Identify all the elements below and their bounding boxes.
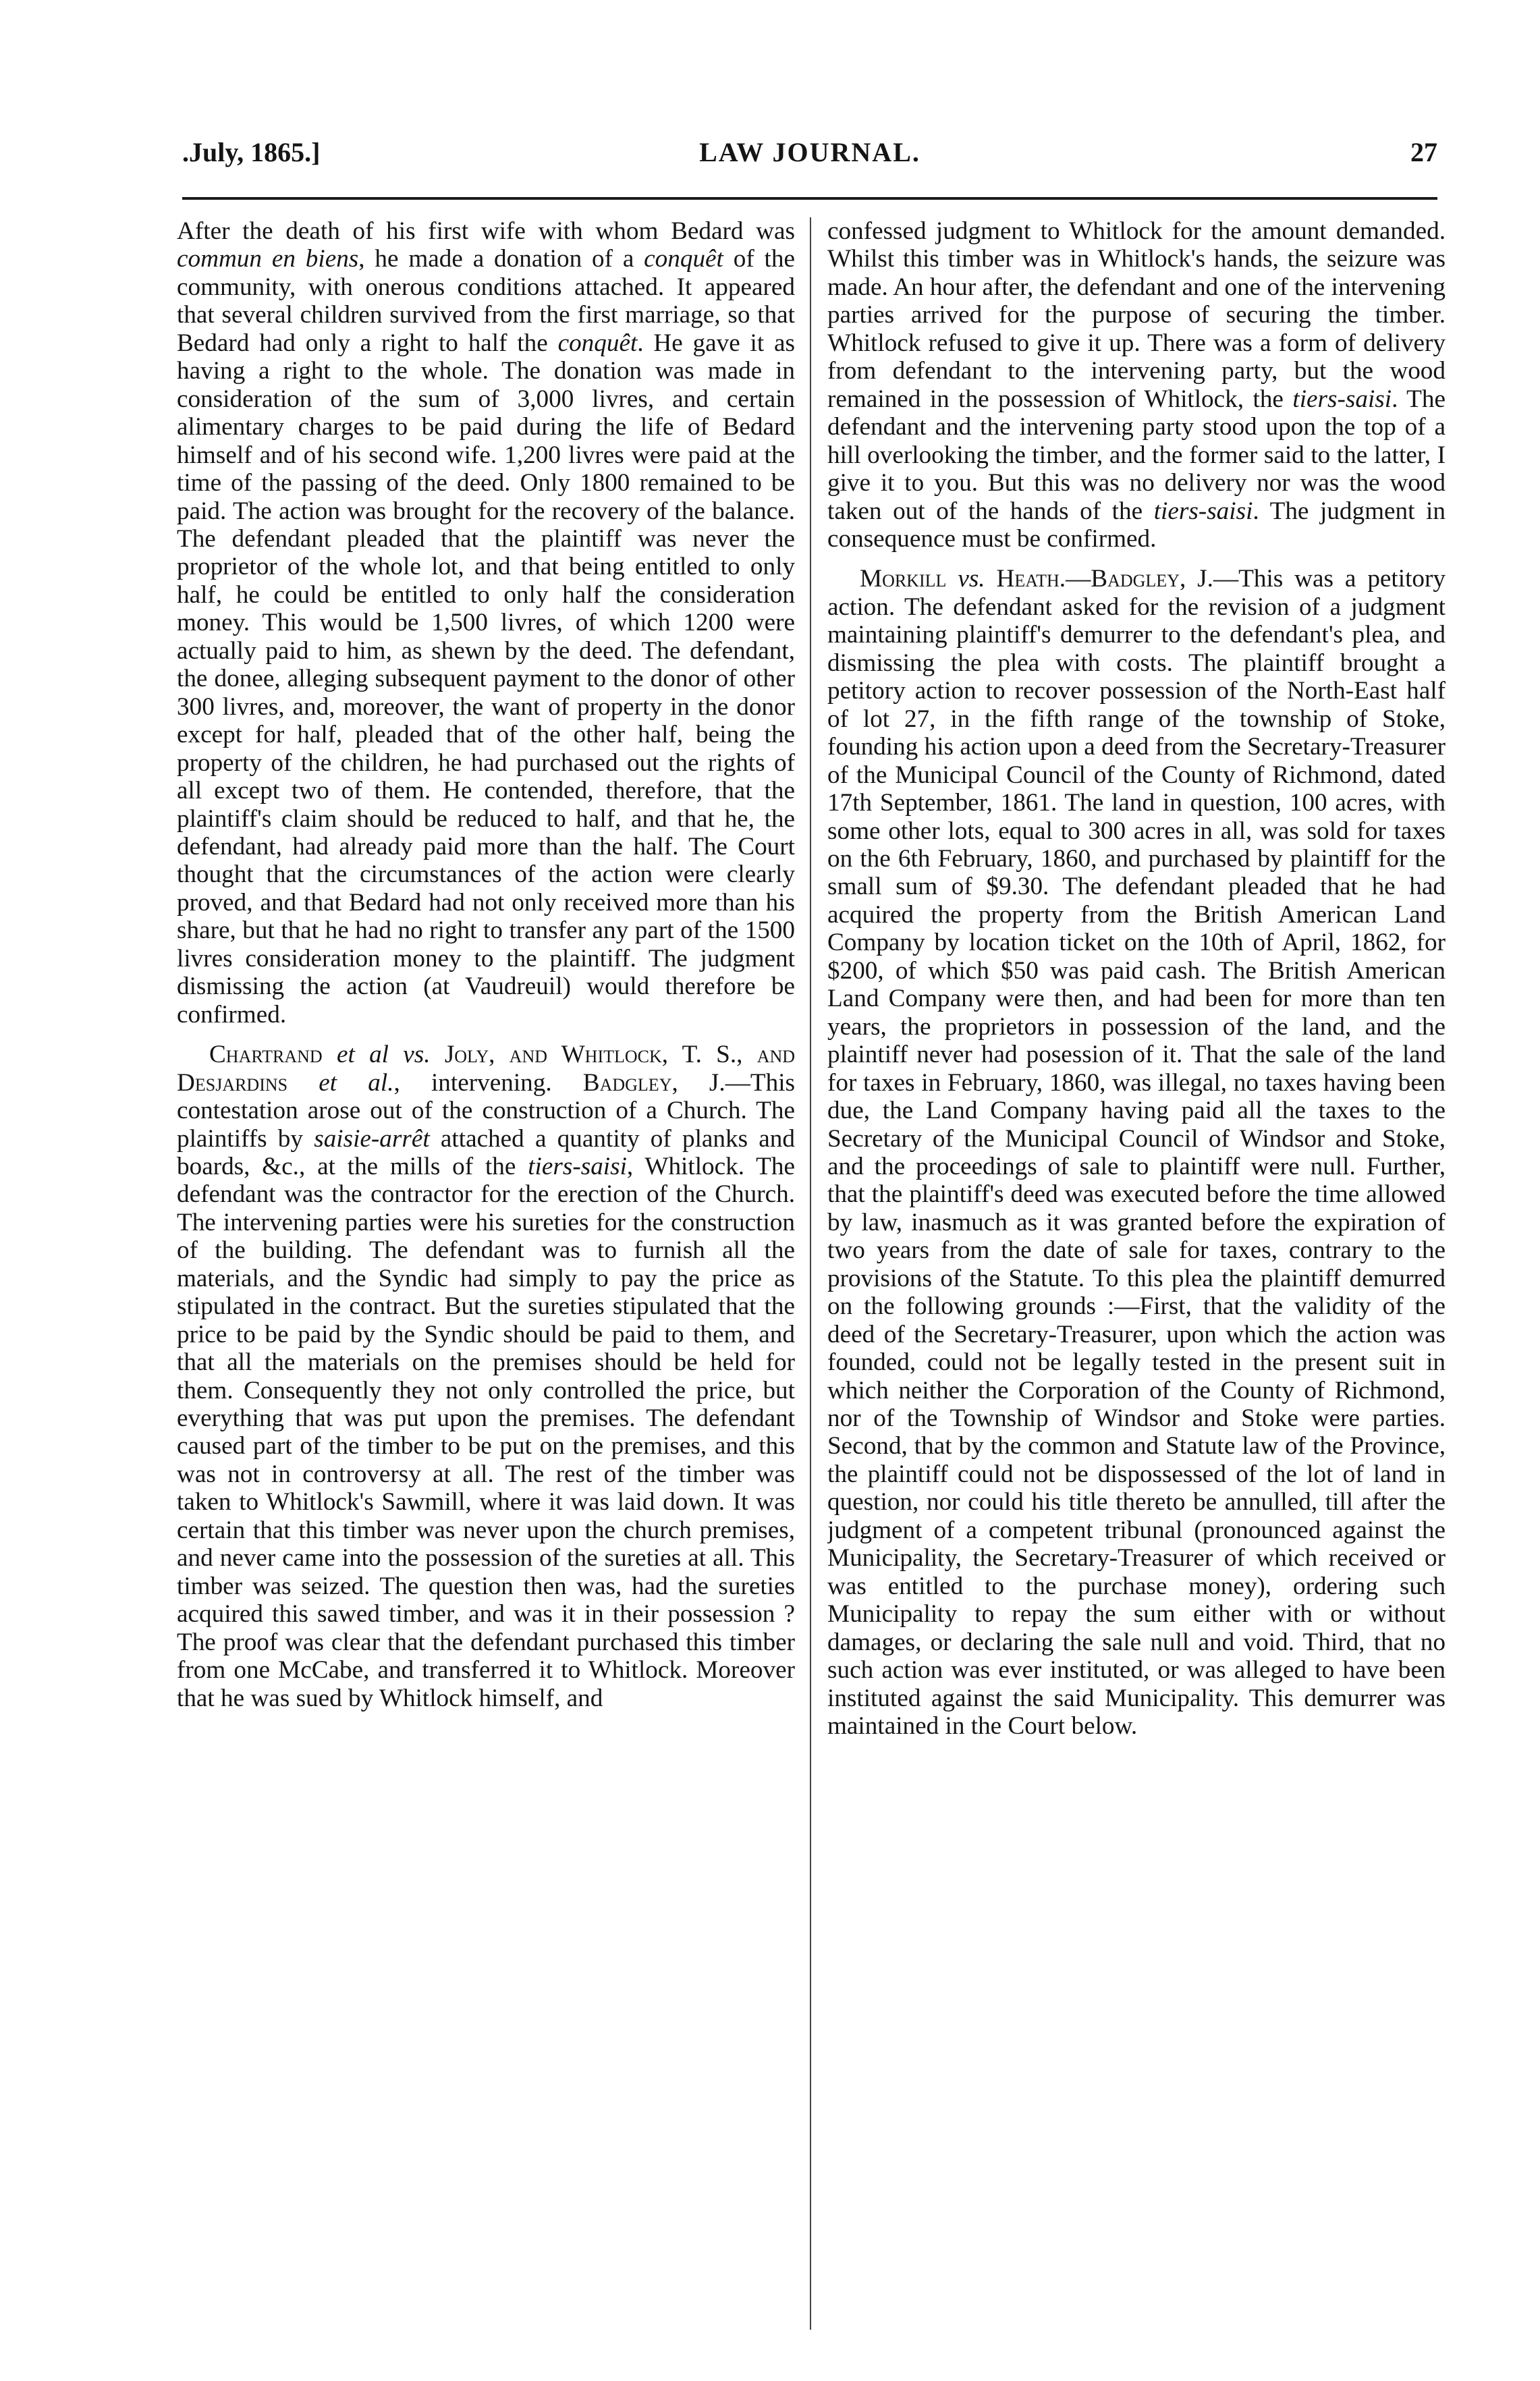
header-date: .July, 1865.]: [182, 137, 321, 167]
judge-name: Badgley, J.: [1091, 565, 1213, 593]
column-divider: [810, 217, 811, 2330]
paragraph-morkill-case: Morkill vs. Heath.—Badgley, J.—This was a petitory action. The defendant asked for the revision of a judgment maintaining plaintiff's demurrer to the defendant's plea, and dismissing the plea with costs. The plaintiff brought a petitory action to recover possession of the North-East half of lot 27, in the fifth range of the township of Stoke, founding his action upon a deed from the Secretary-Treasurer of the Municipal Council of the County of Richmond, dated 17th September, 1861. The land in question, 100 acres, with some other lots, equal to 300 acres in all, was sold for taxes on the 6th February, 1860, and purchased by plaintiff for the small sum of $9.30. The defendant pleaded that he had acquired the property from the British American Land Company by location ticket on the 10th of April, 1862, for $200, of which $50 was paid cash. The British American Land Company were then, and had been for more than ten years, the proprietors in possession of the land, and the plaintiff never had posession of it. That the sale of the land for taxes in February, 1860, was illegal, no taxes having been due, the Land Company having paid all the taxes to the Secretary of the Municipal Council of Windsor and Stoke, and the proceedings of sale to plaintiff were null. Further, that the plaintiff's deed was executed before the time allowed by law, inasmuch as it was granted before the expiration of two years from the date of sale for taxes, contrary to the provisions of the Statute. To this plea the plaintiff demurred on the following grounds :—First, that the validity of the deed of the Secretary-Treasurer, upon which the action was founded, could not be legally tested in the present suit in which neither the Corporation of the County of Richmond, nor of the Township of Windsor and Stoke were parties. Second, that by the common and Statute law of the Province, the plaintiff could not be dispossessed of the lot of land in question, nor could his title thereto be annulled, till after the judgment of a competent tribunal (pronounced against the Municipality, the Secretary-Treasurer of which received or was entitled to the purchase money), ordering such Municipality to repay the sum either with or without damages, or declaring the sale null and void. Third, that no such action was ever instituted, or was alleged to have been instituted against the said Municipality. This demurrer was maintained in the Court below.: [827, 565, 1446, 1741]
journal-title: LAW JOURNAL.: [699, 137, 920, 167]
paragraph-whitlock-judgment: confessed judgment to Whitlock for the amount demanded. Whilst this timber was in Whitlock's hands, the seizure was made. An hour after, the defendant and one of the intervening parties arrived for the purpose of securing the timber. Whitlock refused to give it up. There was a form of delivery from defendant to the intervening party, but the wood remained in the possession of Whitlock, the tiers-saisi. The defendant and the intervening party stood upon the top of a hill overlooking the timber, and the former said to the latter, I give it to you. But this was no delivery nor was the wood taken out of the hands of the tiers-saisi. The judgment in consequence must be confirmed.: [827, 217, 1446, 553]
case-title: Chartrand: [209, 1041, 323, 1069]
right-column: [827, 217, 1446, 2330]
header-rule: [182, 197, 1437, 200]
paragraph-chartrand-case: Chartrand et al vs. Joly, and Whitlock, T. S., and Desjardins et al., intervening. Badgley, J.—This contestation arose out of the construction of a Church. The plaintiffs by saisie-arrêt attached a quantity of planks and boards, &c., at the mills of the tiers-saisi, Whitlock. The defendant was the contractor for the erection of the Church. The intervening parties were his sureties for the construction of the building. The defendant was to furnish all the materials, and the Syndic had simply to pay the price as stipulated in the contract. But the sureties stipulated that the price to be paid by the Syndic should be paid to them, and that all the materials on the premises should be held for them. Consequently they not only controlled the price, but everything that was put upon the premises. The defendant caused part of the timber to be put on the premises, and this was not in controversy at all. The rest of the timber was taken to Whitlock's Sawmill, where it was laid down. It was certain that this timber was never upon the church premises, and never came into the possession of the sureties at all. This timber was seized. The question then was, had the sureties acquired this sawed timber, and was it in their possession ? The proof was clear that the defendant purchased this timber from one McCabe, and transferred it to Whitlock. Moreover that he was sued by Whitlock himself, and: [177, 1041, 795, 1712]
page-header: [182, 132, 1437, 173]
left-column: [177, 217, 795, 2330]
paragraph-bedard-donation: After the death of his first wife with whom Bedard was commun en biens, he made a donation of a conquêt of the community, with onerous conditions attached. It appeared that several children survived from the first marriage, so that Bedard had only a right to half the conquêt. He gave it as having a right to the whole. The donation was made in consideration of the sum of 3,000 livres, and certain alimentary charges to be paid during the life of Bedard himself and of his second wife. 1,200 livres were paid at the time of the passing of the deed. Only 1800 remained to be paid. The action was brought for the recovery of the balance. The defendant pleaded that the plaintiff was never the proprietor of the whole lot, and that being entitled to only half, he could be entitled to only half the consideration money. This would be 1,500 livres, of which 1200 were actually paid to him, as shewn by the deed. The defendant, the donee, alleging subsequent payment to the donor of other 300 livres, and, moreover, the want of property in the donor except for half, pleaded that of the other half, being the property of the children, he had purchased out the rights of all except two of them. He contended, therefore, that the plaintiff's claim should be reduced to half, and that he, the defendant, had already paid more than the half. The Court thought that the circumstances of the action were clearly proved, and that Bedard had not only received more than his share, but that he had no right to transfer any part of the 1500 livres consideration money to the plaintiff. The judgment dismissing the action (at Vaudreuil) would therefore be confirmed.: [177, 217, 795, 1029]
case-title: Morkill: [860, 565, 947, 593]
judge-name: Badgley, J.: [582, 1068, 725, 1097]
page-number: 27: [1410, 137, 1437, 167]
